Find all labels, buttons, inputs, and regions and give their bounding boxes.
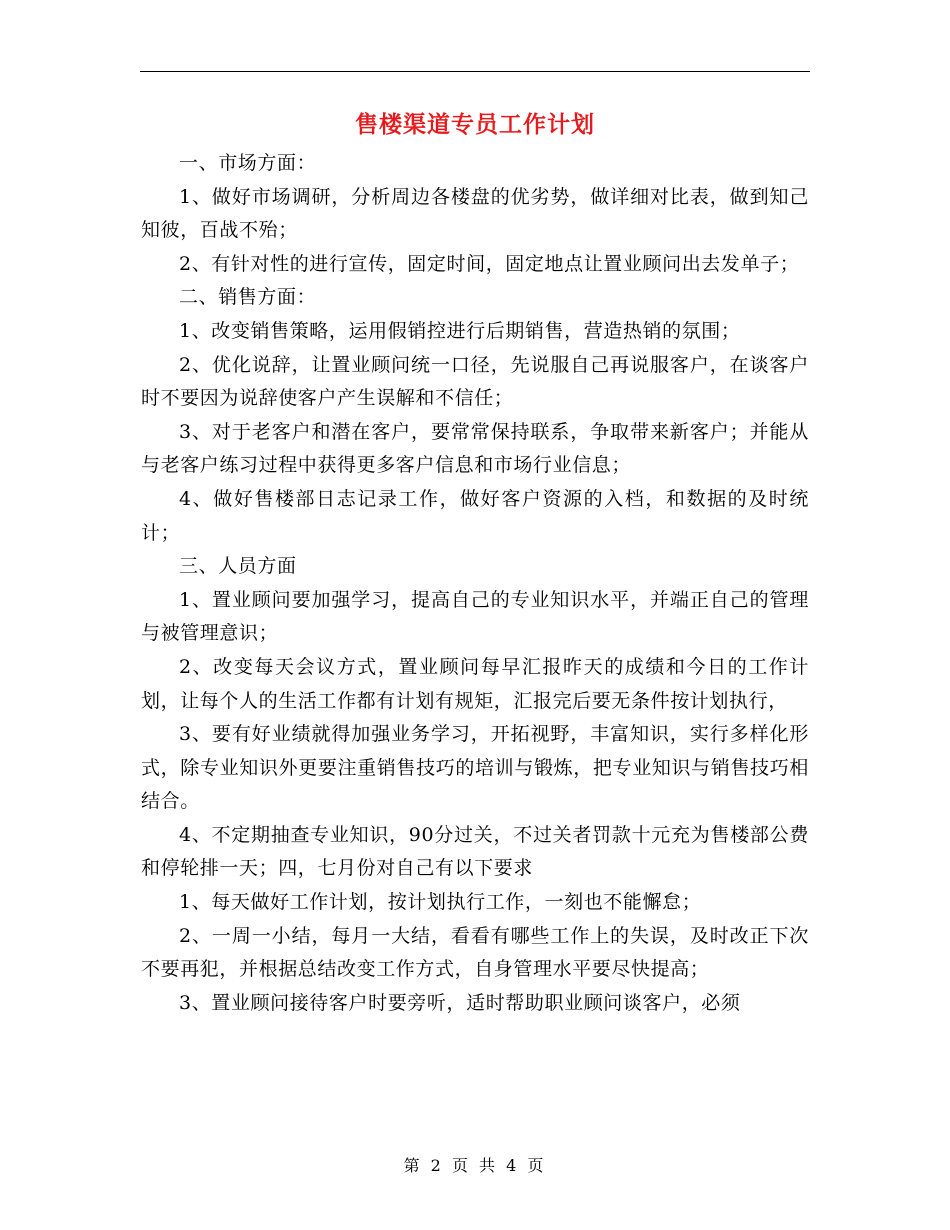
body-paragraph: 二、销售方面： [179,286,317,309]
body-paragraph: 3、对于老客户和潜在客户，要常常保持联系，争取带来新客户；并能从与老客户练习过程中获得更多客户信息和市场行业信息； [141,420,809,477]
body-paragraph: 一、市场方面： [179,152,317,174]
body-paragraph: 3、要有好业绩就得加强业务学习，开拓视野，丰富知识，实行多样化形式，除专业知识外更要注重销售技巧的培训与锻炼，把专业知识与销售技巧相结合。 [141,723,809,813]
body-paragraph: 2、一周一小结，每月一大结，看看有哪些工作上的失误，及时改正下次不要再犯，并根据总结改变工作方式，自身管理水平要尽快提高； [141,924,809,981]
body-paragraph: 2、优化说辞，让置业顾问统一口径，先说服自己再说服客户，在谈客户时不要因为说辞使客户产生误解和不信任； [141,353,809,410]
body-paragraph: 1、置业顾问要加强学习，提高自己的专业知识水平，并端正自己的管理与被管理意识； [141,588,809,645]
body-paragraph: 3、置业顾问接待客户时要旁听，适时帮助职业顾问谈客户，必须 [179,991,741,1014]
body-paragraph: 2、有针对性的进行宣传，固定时间，固定地点让置业顾问出去发单子； [179,252,800,275]
body-paragraph: 2、改变每天会议方式，置业顾问每早汇报昨天的成绩和今日的工作计划，让每个人的生活工作都有计划有规矩，汇报完后要无条件按计划执行， [141,655,809,712]
document-body [141,147,809,1020]
body-paragraph: 4、不定期抽查专业知识，90分过关，不过关者罚款十元充为售楼部公费和停轮排一天；四，七月份对自己有以下要求 [141,823,809,880]
body-paragraph: 1、改变销售策略，运用假销控进行后期销售，营造热销的氛围； [179,319,741,342]
header-rule [140,71,810,72]
body-paragraph: 4、做好售楼部日志记录工作，做好客户资源的入档，和数据的及时统计； [141,487,809,544]
document-title: 售楼渠道专员工作计划 [355,111,595,138]
page-number-footer: 第 2 页 共 4 页 [403,1156,547,1175]
body-paragraph: 1、每天做好工作计划，按计划执行工作，一刻也不能懈怠； [179,891,702,914]
body-paragraph: 1、做好市场调研，分析周边各楼盘的优劣势，做详细对比表，做到知己知彼，百战不殆； [141,185,809,242]
body-paragraph: 三、人员方面 [179,555,297,578]
